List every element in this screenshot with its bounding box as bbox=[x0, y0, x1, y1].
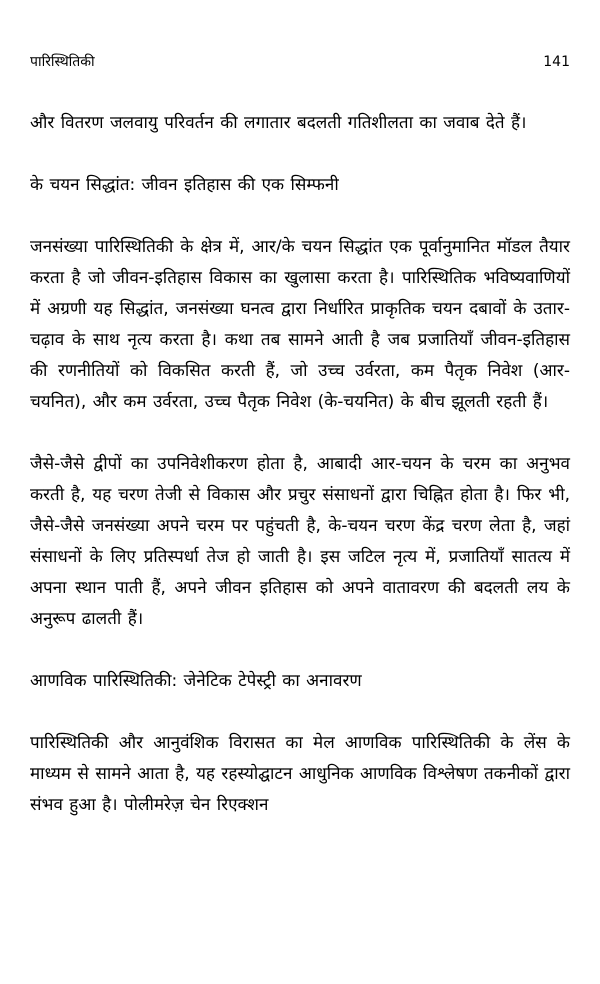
book-page bbox=[30, 0, 570, 984]
paragraph-island-colonization: जैसे-जैसे द्वीपों का उपनिवेशीकरण होता है, आबादी आर-चयन के चरम का अनुभव करती है, यह चरण तेजी से विकास और प्रचुर संसाधनों द्वारा चिह्नित होता है। फिर भी, जैसे-जैसे जनसंख्या अपने चरम पर पहुंचती है, के-चयन चरण केंद्र चरण लेता है, जहां संसाधनों के लिए प्रतिस्पर्धा तेज हो जाती है। इस जटिल नृत्य में, प्रजातियाँ सातत्य में अपना स्थान पाती हैं, अपने जीवन इतिहास को अपने वातावरण की बदलती लय के अनुरूप ढालती हैं। bbox=[30, 454, 570, 629]
running-header-title: पारिस्थितिकी bbox=[30, 54, 95, 70]
section-heading-molecular-ecology: आणविक पारिस्थितिकी: जेनेटिक टेपेस्ट्री का अनावरण bbox=[30, 671, 362, 691]
paragraph-molecular-ecology: पारिस्थितिकी और आनुवंशिक विरासत का मेल आणविक पारिस्थितिकी के लेंस के माध्यम से सामने आता है, यह रहस्योद्घाटन आधुनिक आणविक विश्लेषण तकनीकों द्वारा संभव हुआ है। पोलीमरेज़ चेन रिएक्शन bbox=[30, 733, 570, 815]
section-heading-r-k-selection: के चयन सिद्धांत: जीवन इतिहास की एक सिम्फनी bbox=[30, 175, 339, 195]
page-number: 141 bbox=[543, 54, 570, 70]
continued-paragraph: और वितरण जलवायु परिवर्तन की लगातार बदलती गतिशीलता का जवाब देते हैं। bbox=[30, 113, 527, 133]
running-header bbox=[30, 51, 570, 73]
paragraph-r-k-theory: जनसंख्या पारिस्थितिकी के क्षेत्र में, आर/के चयन सिद्धांत एक पूर्वानुमानित मॉडल तैयार करता है जो जीवन-इतिहास विकास का खुलासा करता है। पारिस्थितिक भविष्यवाणियों में अग्रणी यह सिद्धांत, जनसंख्या घनत्व द्वारा निर्धारित प्राकृतिक चयन दबावों के उतार-चढ़ाव के साथ नृत्य करता है। कथा तब सामने आती है जब प्रजातियाँ जीवन-इतिहास की रणनीतियों को विकसित करती हैं, जो उच्च उर्वरता, कम पैतृक निवेश (आर-चयनित), और कम उर्वरता, उच्च पैतृक निवेश (के-चयनित) के बीच झूलती रहती हैं। bbox=[30, 237, 570, 412]
body-text bbox=[30, 108, 570, 821]
